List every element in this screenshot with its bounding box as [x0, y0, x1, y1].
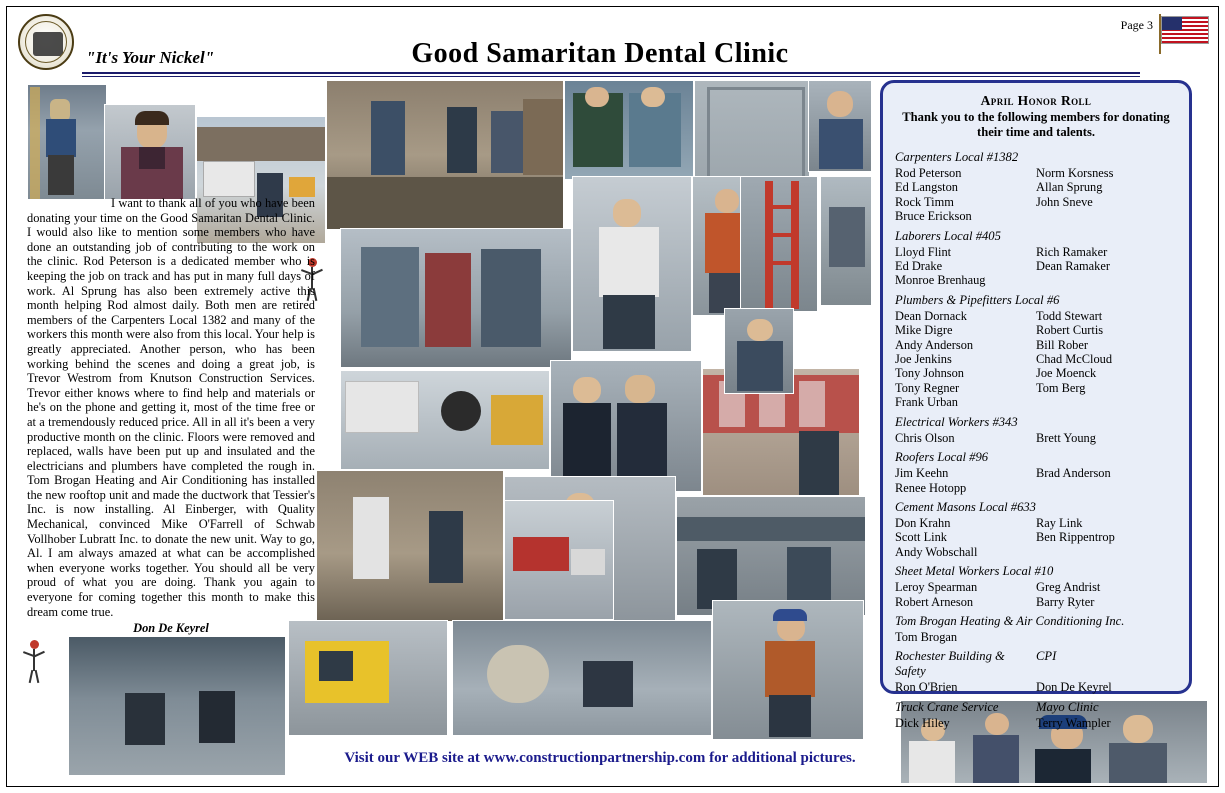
honor-roll-name: Tom Berg — [1036, 380, 1086, 395]
honor-roll-column-right — [1036, 245, 1177, 288]
honor-roll-name: Frank Urban — [895, 395, 958, 410]
honor-roll-name: Ray Link — [1036, 515, 1083, 530]
honor-roll-column-right — [1036, 630, 1177, 644]
honor-roll-column-left — [895, 716, 1036, 730]
honor-roll-local-heading — [895, 649, 1177, 679]
honor-roll-column-left — [895, 431, 1036, 445]
honor-roll-name: Rich Ramaker — [1036, 244, 1108, 259]
honor-roll-name: Renee Hotopp — [895, 480, 967, 495]
honor-roll-name: Andy Anderson — [895, 337, 974, 352]
honor-roll-name: Tony Regner — [895, 380, 960, 395]
honor-roll-column-right — [1036, 580, 1177, 609]
honor-roll-column-left — [895, 516, 1036, 559]
honor-roll-name: Rod Peterson — [895, 166, 962, 180]
honor-roll-name: Chris Olson — [895, 430, 955, 445]
honor-roll-name: Monroe Brenhaug — [895, 273, 986, 288]
honor-roll-column-right — [1036, 309, 1177, 410]
photo-two-men-smiling — [808, 80, 872, 172]
honor-roll-name: Rock Timm — [895, 194, 954, 209]
honor-roll-name: Joe Moenck — [1036, 366, 1097, 381]
photo-excavator — [288, 620, 448, 736]
honor-roll-column-left — [895, 630, 1036, 644]
honor-roll-name: Leroy Spearman — [895, 580, 978, 595]
decorative-figure-icon-2 — [22, 640, 48, 684]
honor-roll-name: Brett Young — [1036, 430, 1096, 445]
photo-man-orange-shirt — [572, 176, 692, 352]
honor-roll-name: Scott Link — [895, 530, 947, 545]
honor-roll-name: Ed Drake — [895, 259, 943, 274]
honor-roll-name — [1036, 395, 1177, 409]
photo-ductwork-stack — [676, 496, 866, 616]
honor-roll-local-heading-left: Truck Crane Service — [895, 699, 999, 714]
honor-roll-local-heading-right: Mayo Clinic — [1036, 699, 1099, 714]
honor-roll-name: Ben Rippentrop — [1036, 530, 1115, 545]
honor-roll-local-heading: Cement Masons Local #633 — [895, 499, 1036, 514]
page-title: Good Samaritan Dental Clinic — [411, 38, 789, 69]
union-seal-icon — [18, 14, 74, 70]
honor-roll-column-left — [895, 580, 1036, 609]
honor-roll-name: Greg Andrist — [1036, 580, 1101, 595]
honor-roll-name — [1036, 273, 1177, 287]
article-signature: Don De Keyrel — [133, 621, 209, 636]
photo-portrait-man — [104, 104, 196, 200]
honor-roll-local-heading: Sheet Metal Workers Local #10 — [895, 564, 1054, 579]
honor-roll-name-columns — [895, 630, 1177, 644]
honor-roll-column-right — [1036, 716, 1177, 730]
honor-roll-name: Dean Ramaker — [1036, 259, 1110, 274]
honor-roll-column-right — [1036, 680, 1177, 694]
honor-roll-name-columns — [895, 516, 1177, 559]
honor-roll-column-left — [895, 166, 1036, 224]
honor-roll-column-right — [1036, 516, 1177, 559]
website-link[interactable]: Visit our WEB site at www.constructionpartnership.com for additional pictures. — [344, 750, 856, 766]
honor-roll-name: Norm Korsness — [1036, 166, 1114, 180]
honor-roll-column-left — [895, 245, 1036, 288]
honor-roll-column-left — [895, 466, 1036, 495]
honor-roll-name: Ed Langston — [895, 180, 958, 195]
honor-roll-name: Robert Arneson — [895, 594, 974, 609]
honor-roll-name: Don Krahn — [895, 515, 951, 530]
honor-roll-name-columns — [895, 580, 1177, 609]
honor-roll-name: Lloyd Flint — [895, 244, 952, 259]
honor-roll-name: Andy Wobschall — [895, 544, 978, 559]
honor-roll-local-heading: Tom Brogan Heating & Air Conditioning Inc. — [895, 613, 1125, 628]
honor-roll-subtitle: Thank you to the following members for donating their time and talents. — [902, 110, 1170, 139]
photo-crew-logo-banner — [340, 370, 550, 470]
photo-red-ladder — [740, 176, 818, 312]
honor-roll-name — [1036, 481, 1177, 495]
header-rule-thin — [82, 76, 1140, 77]
honor-roll-name: Bill Rober — [1036, 337, 1088, 352]
honor-roll-name: Dick Hiley — [895, 715, 950, 730]
honor-roll-name-columns — [895, 680, 1177, 694]
photo-floor-work — [316, 470, 504, 622]
photo-ductwork-install — [340, 228, 572, 368]
honor-roll-name-columns — [895, 466, 1177, 495]
honor-roll-local-heading: Laborers Local #405 — [895, 228, 1001, 243]
honor-roll-local-heading: Carpenters Local #1382 — [895, 150, 1019, 164]
honor-roll-name — [1036, 545, 1177, 559]
photo-worker-ladder — [27, 84, 107, 200]
honor-roll-name: Terry Wampler — [1036, 715, 1111, 730]
photo-man-white-helmet — [550, 360, 702, 492]
honor-roll-local-heading-left: Rochester Building & Safety — [895, 649, 1005, 679]
honor-roll-name — [1036, 209, 1177, 223]
honor-roll-name: Chad McCloud — [1036, 352, 1113, 367]
honor-roll-name: Tom Brogan — [895, 629, 958, 644]
honor-roll-column-right — [1036, 431, 1177, 445]
honor-roll-name: Joe Jenkins — [895, 352, 952, 367]
honor-roll-name-columns — [895, 431, 1177, 445]
honor-roll-name: Jim Keehn — [895, 466, 949, 481]
photo-truck-unload — [504, 500, 614, 620]
honor-roll-name: Allan Sprung — [1036, 180, 1103, 195]
honor-roll-local-heading: Electrical Workers #343 — [895, 414, 1018, 429]
article-text: I want to thank all of you who have been donating your time on the Good Samaritan Dental Clinic. I would also like to mention some members who have done an outstanding job of contributing to the work on the clinic. Rod Peterson is a dedicated member who is keeping the job on track and has put in many full days of work. Al Sprung has also been extremely active this month helping Rod almost daily. Both men are retired members of the Carpenters Local 1382 and many of the workers this month were also from this local. Your help is greatly appreciated. Another person, who has been working behind the scenes and doing a great job, is Trevor Westrom from Knutson Construction Services. Trevor either knows where to find help and materials or he's on the phone and getting it, most of the time free or at a tremendously reduced price. All in all it's been a very productive month on the clinic. Floors were removed and replaced, walls have been put up and insulated and the electricians and plumbers have completed the rough in. Tom Brogan Heating and Air Conditioning has installed the new rooftop unit and made the ductwork that Tessier's Inc. is now installing. Al Einberger, with Quality Mechanical, convinced Mike O'Farrell of Schwab Vollhober Lubratt Inc. to donate the new unit. Way to go, Al. I am always amazed at what can be accomplished when everyone works together. You should all be very proud of what you are doing. Thank you again to everyone for coming together this month to make this dream come true. — [27, 196, 315, 619]
tagline: "It's Your Nickel" — [86, 48, 215, 67]
honor-roll-name — [1036, 630, 1177, 644]
photo-concrete-pour — [68, 636, 286, 776]
honor-roll-column-right — [1036, 166, 1177, 224]
honor-roll-name: Barry Ryter — [1036, 594, 1095, 609]
photo-rooftop-unit — [820, 176, 872, 306]
usa-flag-icon — [1157, 14, 1209, 54]
honor-roll-column-left — [895, 309, 1036, 410]
honor-roll-local-heading: Roofers Local #96 — [895, 450, 989, 465]
article-body — [27, 196, 315, 636]
honor-roll-column-left — [895, 680, 1036, 694]
seal-emblem — [33, 32, 63, 56]
honor-roll-name-columns — [895, 245, 1177, 288]
honor-roll-name-columns — [895, 166, 1177, 224]
honor-roll-panel — [880, 80, 1192, 730]
header-rule — [82, 72, 1140, 74]
honor-roll-name: Brad Anderson — [1036, 466, 1111, 481]
photo-saw-cutting — [452, 620, 712, 736]
honor-roll-groups — [895, 150, 1177, 730]
honor-roll-name: Todd Stewart — [1036, 308, 1103, 323]
photo-crew-interior — [326, 80, 564, 230]
photo-doorway-framing — [564, 80, 694, 180]
honor-roll-name: Ron O'Brien — [895, 680, 958, 695]
honor-roll-name: Tony Johnson — [895, 366, 965, 381]
honor-roll-name-columns — [895, 716, 1177, 730]
photo-man-blue-cap — [712, 600, 864, 740]
honor-roll-title: April Honor Roll — [980, 93, 1092, 108]
honor-roll-column-right — [1036, 466, 1177, 495]
photo-hardhat-worker — [724, 308, 794, 394]
honor-roll-name: Bruce Erickson — [895, 209, 972, 224]
honor-roll-local-heading — [895, 700, 1177, 715]
page-number: Page 3 — [1120, 18, 1153, 32]
honor-roll-name: Mike Digre — [895, 323, 953, 338]
honor-roll-name-columns — [895, 309, 1177, 410]
honor-roll-name: Robert Curtis — [1036, 323, 1104, 338]
honor-roll-local-heading-right: CPI — [1036, 649, 1057, 664]
honor-roll-name: John Sneve — [1036, 194, 1093, 209]
honor-roll-local-heading: Plumbers & Pipefitters Local #6 — [895, 292, 1060, 307]
honor-roll-name: Don De Keyrel — [1036, 680, 1112, 695]
honor-roll-name: Dean Dornack — [895, 308, 967, 323]
